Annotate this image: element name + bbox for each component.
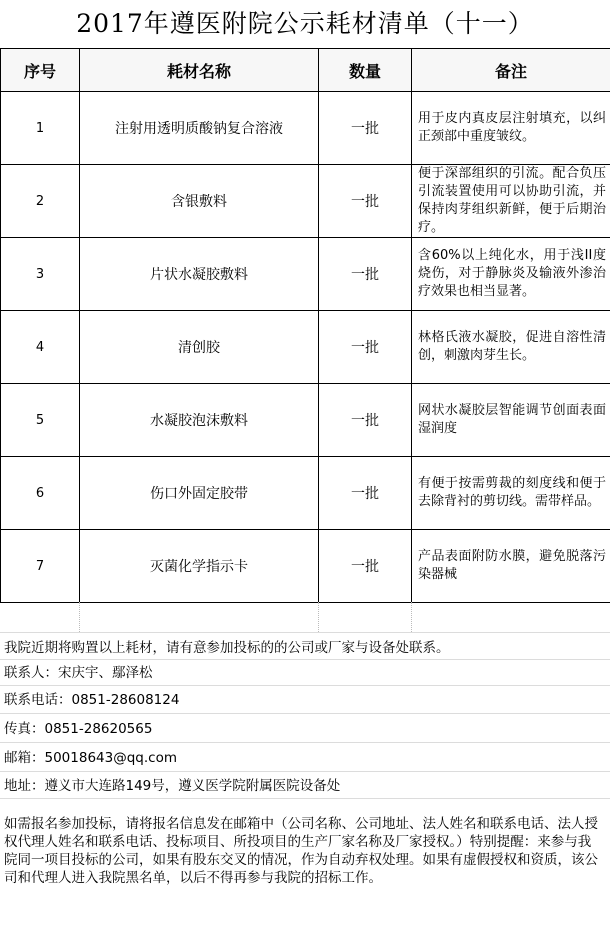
table-row	[1, 457, 610, 530]
row-index: 4	[1, 311, 80, 384]
page-title: 2017年遵医附院公示耗材清单（十一）	[76, 9, 534, 38]
row-quantity: 一批	[319, 238, 412, 311]
table-row	[1, 384, 610, 457]
row-name: 含银敷料	[80, 165, 319, 238]
row-remark: 林格氏液水凝胶，促进自溶性清创，刺激肉芽生长。	[412, 311, 610, 384]
row-index: 3	[1, 238, 80, 311]
table-row	[1, 165, 610, 238]
row-index: 7	[1, 530, 80, 603]
row-remark: 便于深部组织的引流。配合负压引流装置使用可以协助引流，并保持肉芽组织新鲜，便于后期治疗。	[412, 165, 610, 238]
row-remark: 网状水凝胶层智能调节创面表面湿润度	[412, 384, 610, 457]
row-name: 清创胶	[80, 311, 319, 384]
row-name: 灭菌化学指示卡	[80, 530, 319, 603]
row-name: 片状水凝胶敷料	[80, 238, 319, 311]
row-index: 6	[1, 457, 80, 530]
table-row	[1, 530, 610, 603]
header-quantity: 数量	[319, 49, 412, 92]
row-name: 水凝胶泡沫敷料	[80, 384, 319, 457]
header-index: 序号	[1, 49, 80, 92]
contact-intro: 我院近期将购置以上耗材，请有意参加投标的的公司或厂家与设备处联系。	[0, 636, 610, 660]
row-name: 注射用透明质酸钠复合溶液	[80, 92, 319, 165]
gridline	[318, 602, 319, 632]
row-index: 5	[1, 384, 80, 457]
table-row	[1, 311, 610, 384]
row-remark: 用于皮内真皮层注射填充，以纠正颈部中重度皱纹。	[412, 92, 610, 165]
registration-notice: 如需报名参加投标，请将报名信息发在邮箱中（公司名称、公司地址、法人姓名和联系电话、法人授权代理人姓名和联系电话、投标项目、所投项目的生产厂家名称及厂家授权。）特别提醒：来参与我院同一项目投标的公司，如果有股东交叉的情况，作为自动弃权处理。如果有虚假授权和资质，该公司和代理人进入我院黑名单，以后不得再参与我院的招标工作。	[4, 816, 598, 886]
blank-spacer-row	[0, 602, 610, 632]
row-remark: 有便于按需剪裁的刻度线和便于去除背衬的剪切线。需带样品。	[412, 457, 610, 530]
contact-fax: 传真：0851-28620565	[0, 715, 610, 743]
gridline	[411, 602, 412, 632]
table-header-row	[1, 49, 610, 92]
header-remark: 备注	[412, 49, 610, 92]
header-name: 耗材名称	[80, 49, 319, 92]
contact-email: 邮箱：50018643@qq.com	[0, 744, 610, 772]
row-index: 1	[1, 92, 80, 165]
row-quantity: 一批	[319, 457, 412, 530]
row-remark: 产品表面附防水膜，避免脱落污染器械	[412, 530, 610, 603]
contact-phone: 联系电话：0851-28608124	[0, 687, 610, 714]
table-row	[1, 92, 610, 165]
row-quantity: 一批	[319, 311, 412, 384]
gridline	[79, 602, 80, 632]
row-quantity: 一批	[319, 530, 412, 603]
table-row	[1, 238, 610, 311]
gridline	[0, 632, 610, 633]
contact-address: 地址：遵义市大连路149号，遵义医学院附属医院设备处	[0, 773, 610, 799]
consumables-table	[0, 48, 610, 603]
row-quantity: 一批	[319, 165, 412, 238]
row-quantity: 一批	[319, 384, 412, 457]
row-remark: 含60%以上纯化水，用于浅II度烧伤，对于静脉炎及输液外渗治疗效果也相当显著。	[412, 238, 610, 311]
row-name: 伤口外固定胶带	[80, 457, 319, 530]
row-quantity: 一批	[319, 92, 412, 165]
contact-persons: 联系人：宋庆宇、鄢泽松	[0, 661, 610, 686]
row-index: 2	[1, 165, 80, 238]
